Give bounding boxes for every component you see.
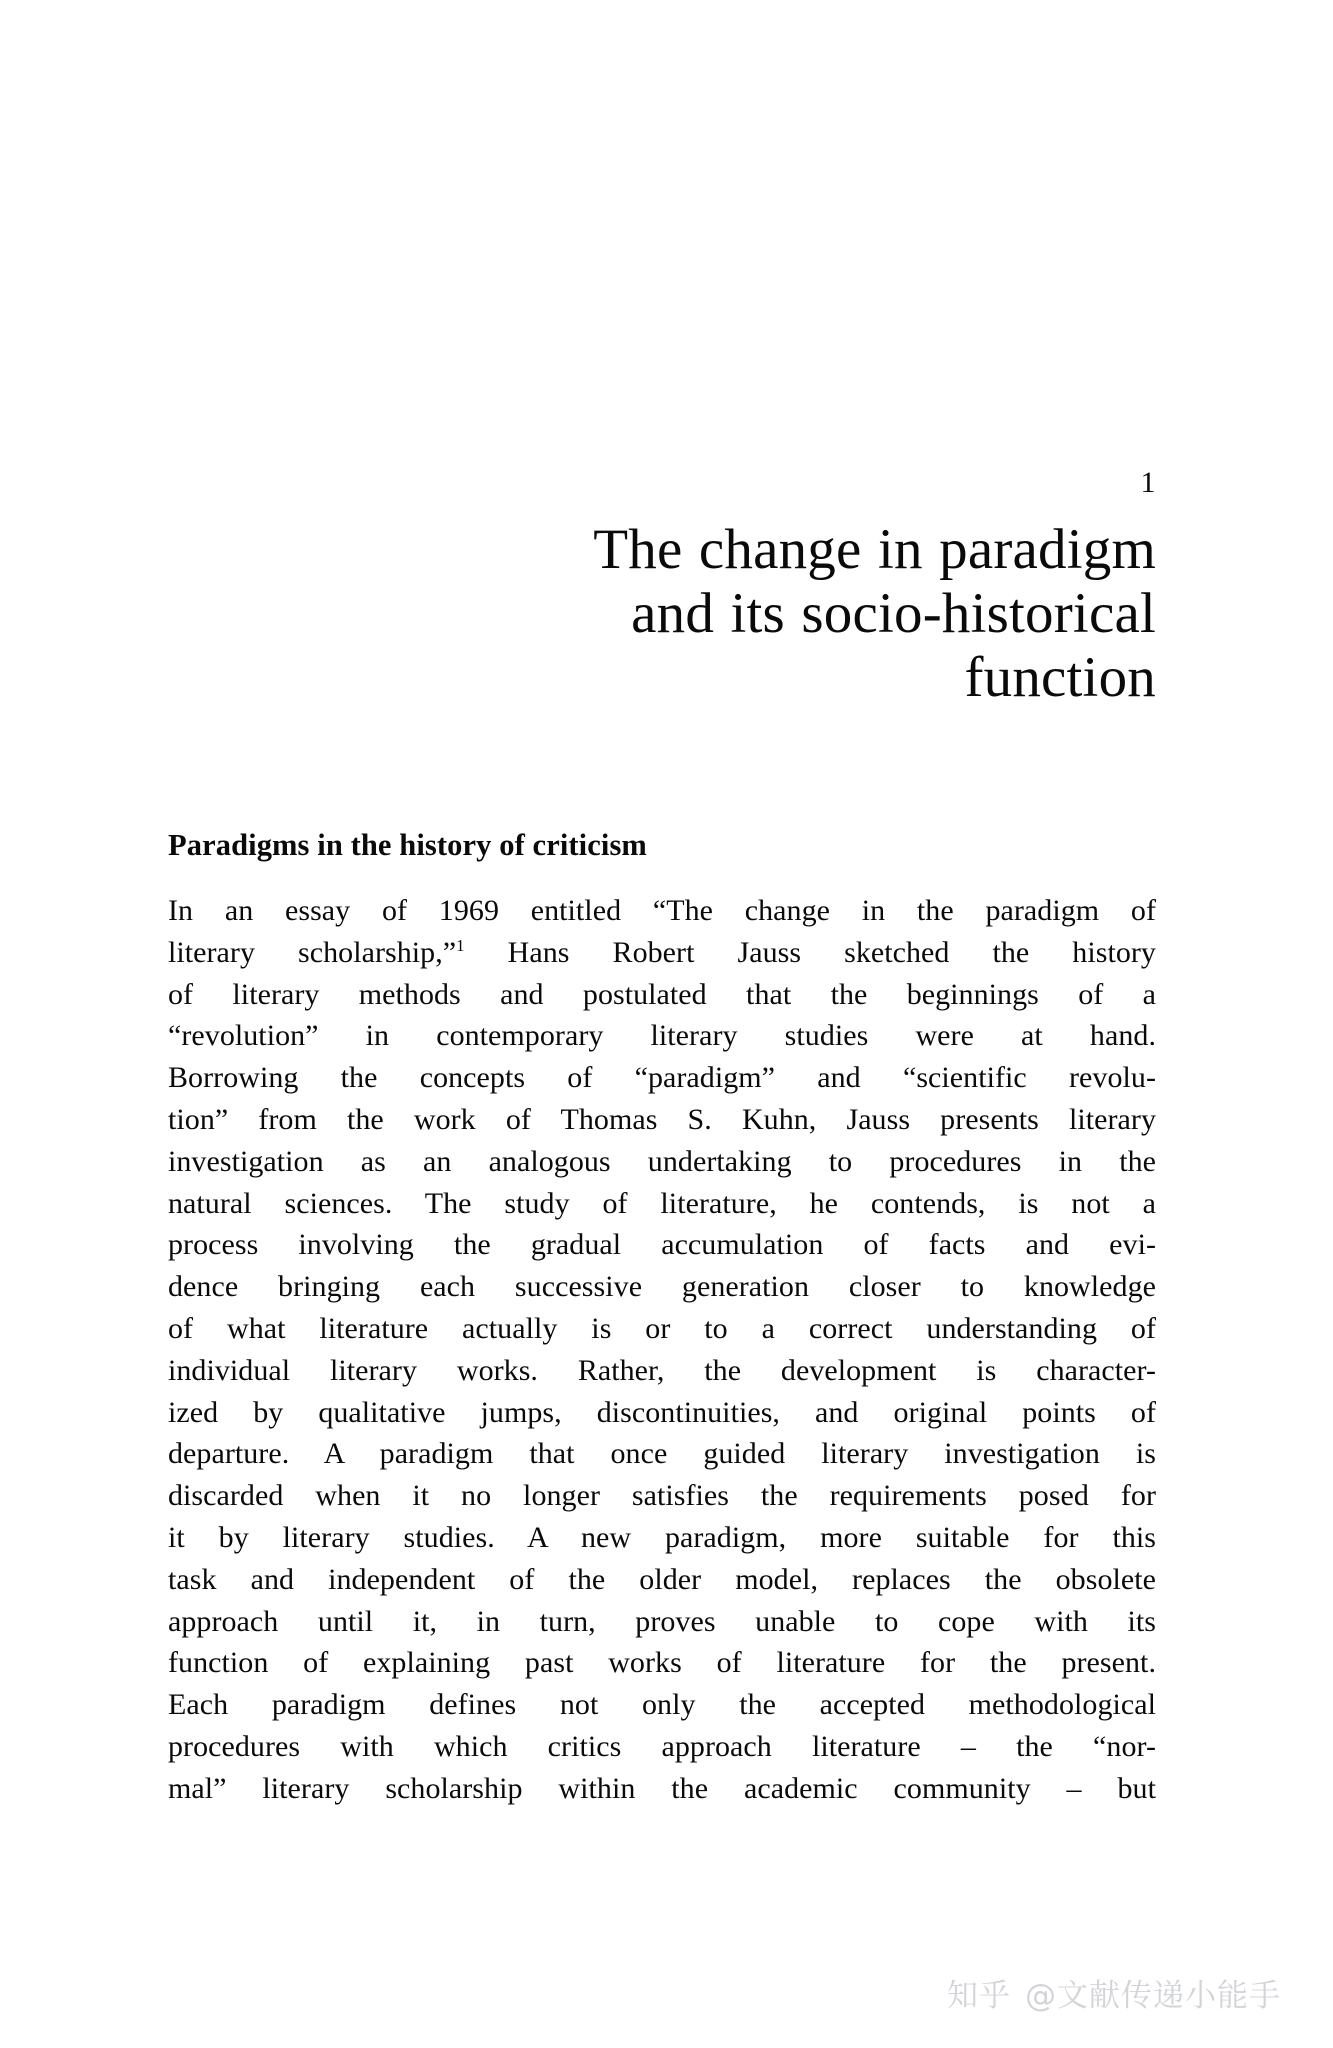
body-line: mal” literary scholarship within the academic community – but [168, 1771, 1156, 1805]
body-line: it by literary studies. A new paradigm, more suitable for this [168, 1521, 1156, 1555]
body-line: Each paradigm defines not only the accepted methodological [168, 1688, 1156, 1722]
body-line: dence bringing each successive generation closer to knowledge [168, 1270, 1156, 1304]
body-line: Borrowing the concepts of “paradigm” and “scientific revolu- [168, 1061, 1156, 1095]
chapter-title-line: function [964, 645, 1156, 709]
body-line: “revolution” in contemporary literary studies were at hand. [168, 1019, 1156, 1053]
body-line: tion” from the work of Thomas S. Kuhn, Jauss presents literary [168, 1103, 1156, 1137]
body-line: investigation as an analogous undertaking to procedures in the [168, 1144, 1156, 1178]
section-heading: Paradigms in the history of criticism [168, 828, 647, 863]
body-line: of literary methods and postulated that the beginnings of a [168, 977, 1156, 1011]
page-text-block [168, 0, 1156, 1810]
chapter-number: 1 [1140, 466, 1156, 499]
body-line: individual literary works. Rather, the development is character- [168, 1353, 1156, 1387]
body-paragraph [168, 890, 1156, 1810]
zhihu-handle: @文献传递小能手 [1025, 1978, 1281, 2014]
body-line: natural sciences. The study of literature, he contends, is not a [168, 1186, 1156, 1220]
body-line: departure. A paradigm that once guided literary investigation is [168, 1437, 1156, 1471]
chapter-title-line: The change in paradigm [593, 518, 1156, 581]
body-line: ized by qualitative jumps, discontinuities, and original points of [168, 1395, 1156, 1429]
body-line: discarded when it no longer satisfies the requirements posed for [168, 1479, 1156, 1513]
footnote-marker: 1 [456, 935, 465, 955]
body-line: process involving the gradual accumulation of facts and evi- [168, 1228, 1156, 1262]
body-line: In an essay of 1969 entitled “The change in the paradigm of [168, 894, 1156, 928]
body-line: approach until it, in turn, proves unable to cope with its [168, 1604, 1156, 1638]
zhihu-watermark [947, 1978, 1281, 2014]
body-line [168, 932, 1156, 974]
body-line-segment: literary scholarship,” [168, 935, 457, 969]
chapter-title [168, 518, 1156, 709]
zhihu-logo-text: 知乎 [947, 1978, 1011, 2014]
body-line: procedures with which critics approach literature – the “nor- [168, 1730, 1156, 1764]
body-line: function of explaining past works of literature for the present. [168, 1646, 1156, 1680]
body-line: task and independent of the older model, replaces the obsolete [168, 1562, 1156, 1596]
body-line-segment: Hans Robert Jauss sketched the history [464, 935, 1156, 969]
body-line: of what literature actually is or to a correct understanding of [168, 1312, 1156, 1346]
chapter-title-line: and its socio-historical [631, 581, 1156, 645]
